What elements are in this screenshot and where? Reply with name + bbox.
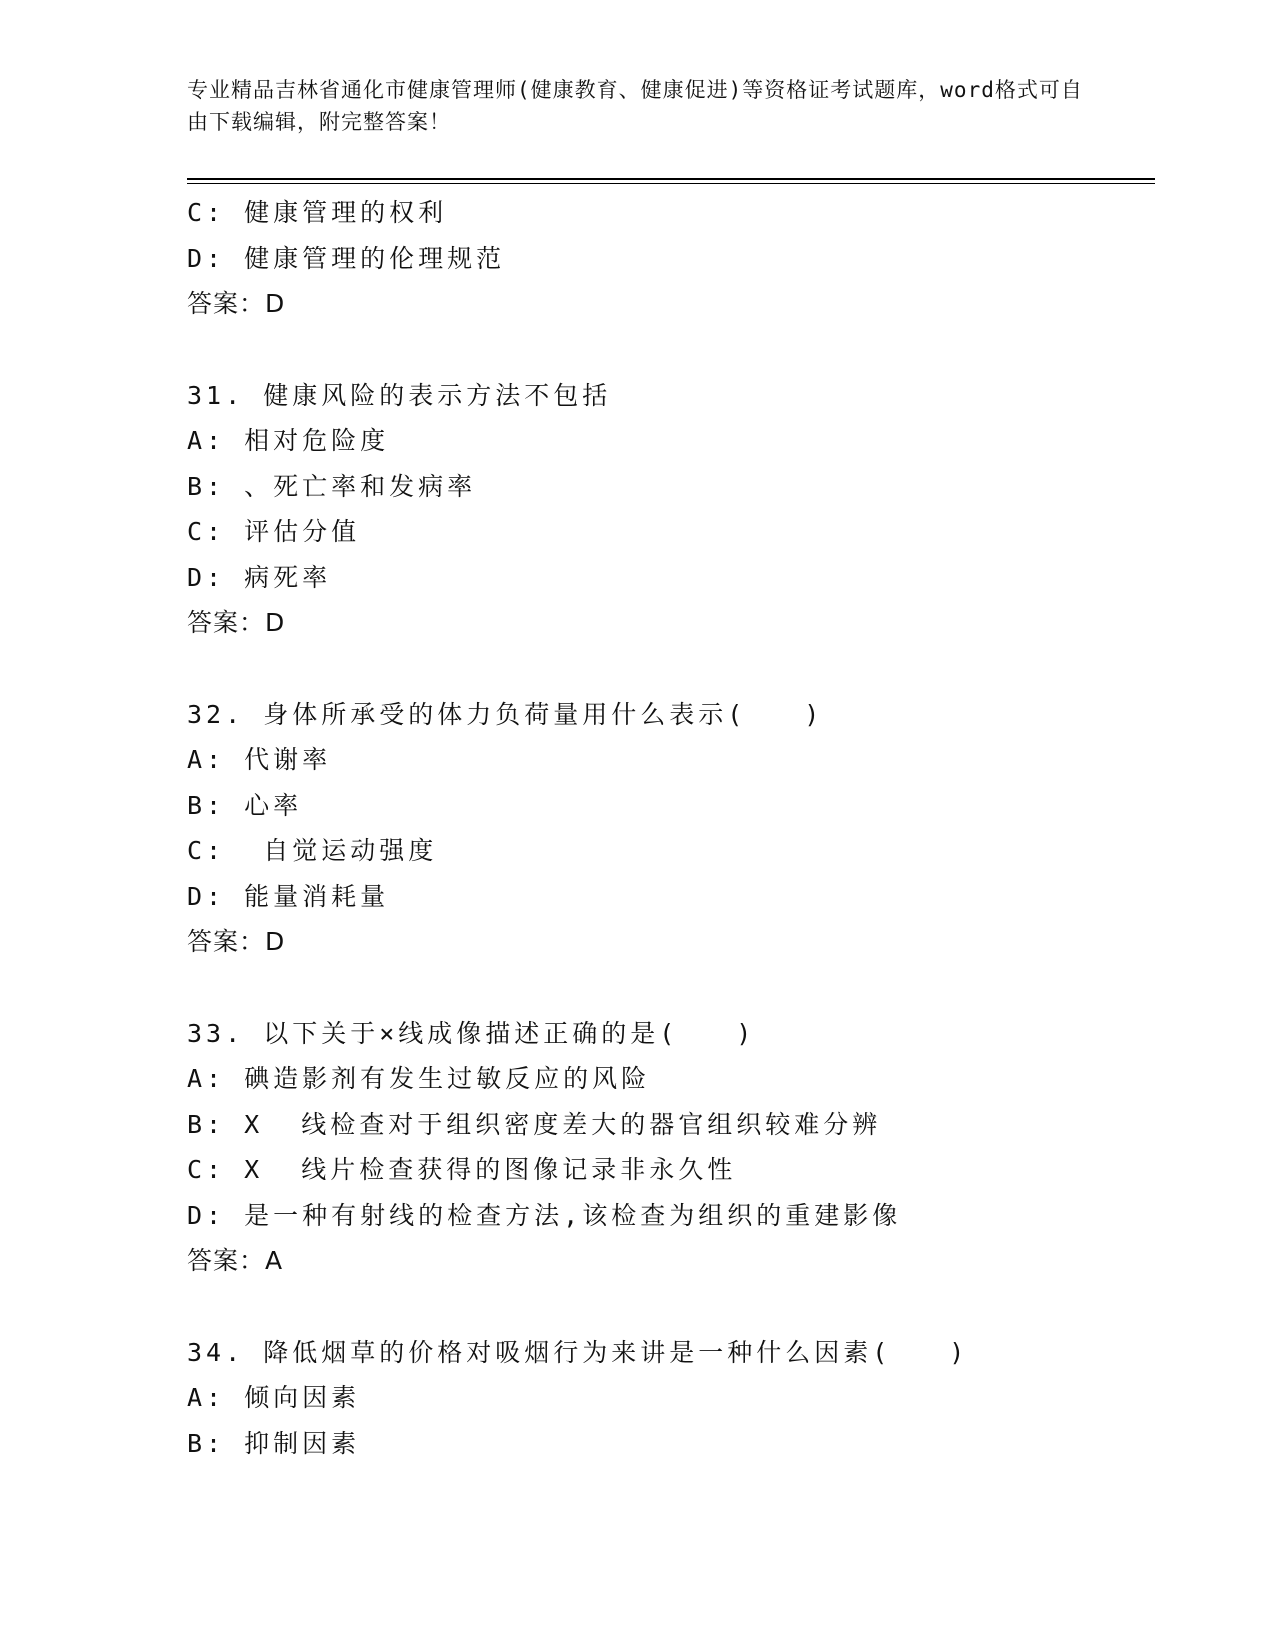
answer-line: 答案：D xyxy=(187,927,286,956)
header-rule-thick xyxy=(187,178,1155,180)
answer-line: 答案：A xyxy=(187,1246,284,1275)
question-stem: 33. 以下关于×线成像描述正确的是( ) xyxy=(187,1018,756,1048)
option-c: C: 自觉运动强度 xyxy=(187,836,438,865)
option-c: C: X 线片检查获得的图像记录非永久性 xyxy=(187,1155,737,1184)
question-spacer xyxy=(187,327,1155,373)
option-b: B: 、死亡率和发病率 xyxy=(187,471,477,501)
answer-line: 答案：D xyxy=(187,608,286,637)
option-c: C: 评估分值 xyxy=(187,517,361,546)
option-d: D: 是一种有射线的检查方法,该检查为组织的重建影像 xyxy=(187,1200,902,1230)
option-d: D: 能量消耗量 xyxy=(187,881,390,911)
option-b: B: 心率 xyxy=(187,790,303,820)
question-stem: 34. 降低烟草的价格对吸烟行为来讲是一种什么因素( ) xyxy=(187,1337,969,1367)
option-d: D: 病死率 xyxy=(187,562,332,592)
question-stem: 32. 身体所承受的体力负荷量用什么表示( ) xyxy=(187,699,824,729)
question-spacer xyxy=(187,965,1155,1011)
question-spacer xyxy=(187,646,1155,692)
document-header: 专业精品吉林省通化市健康管理师(健康教育、健康促进)等资格证考试题库，word格式可自由下载编辑，附完整答案！ xyxy=(187,78,1083,134)
option-d: D: 健康管理的伦理规范 xyxy=(187,243,506,273)
question-stem: 31. 健康风险的表示方法不包括 xyxy=(187,380,612,410)
question-list xyxy=(187,190,1155,1466)
option-a: A: 代谢率 xyxy=(187,745,332,774)
option-a: A: 相对危险度 xyxy=(187,426,390,455)
option-b: B: X 线检查对于组织密度差大的器官组织较难分辨 xyxy=(187,1109,882,1139)
header-rule-thin xyxy=(187,183,1155,184)
answer-line: 答案：D xyxy=(187,289,286,318)
question-spacer xyxy=(187,1284,1155,1330)
option-a: A: 碘造影剂有发生过敏反应的风险 xyxy=(187,1064,651,1093)
option-b: B: 抑制因素 xyxy=(187,1428,361,1458)
option-a: A: 倾向因素 xyxy=(187,1383,361,1412)
option-c: C: 健康管理的权利 xyxy=(187,198,448,227)
